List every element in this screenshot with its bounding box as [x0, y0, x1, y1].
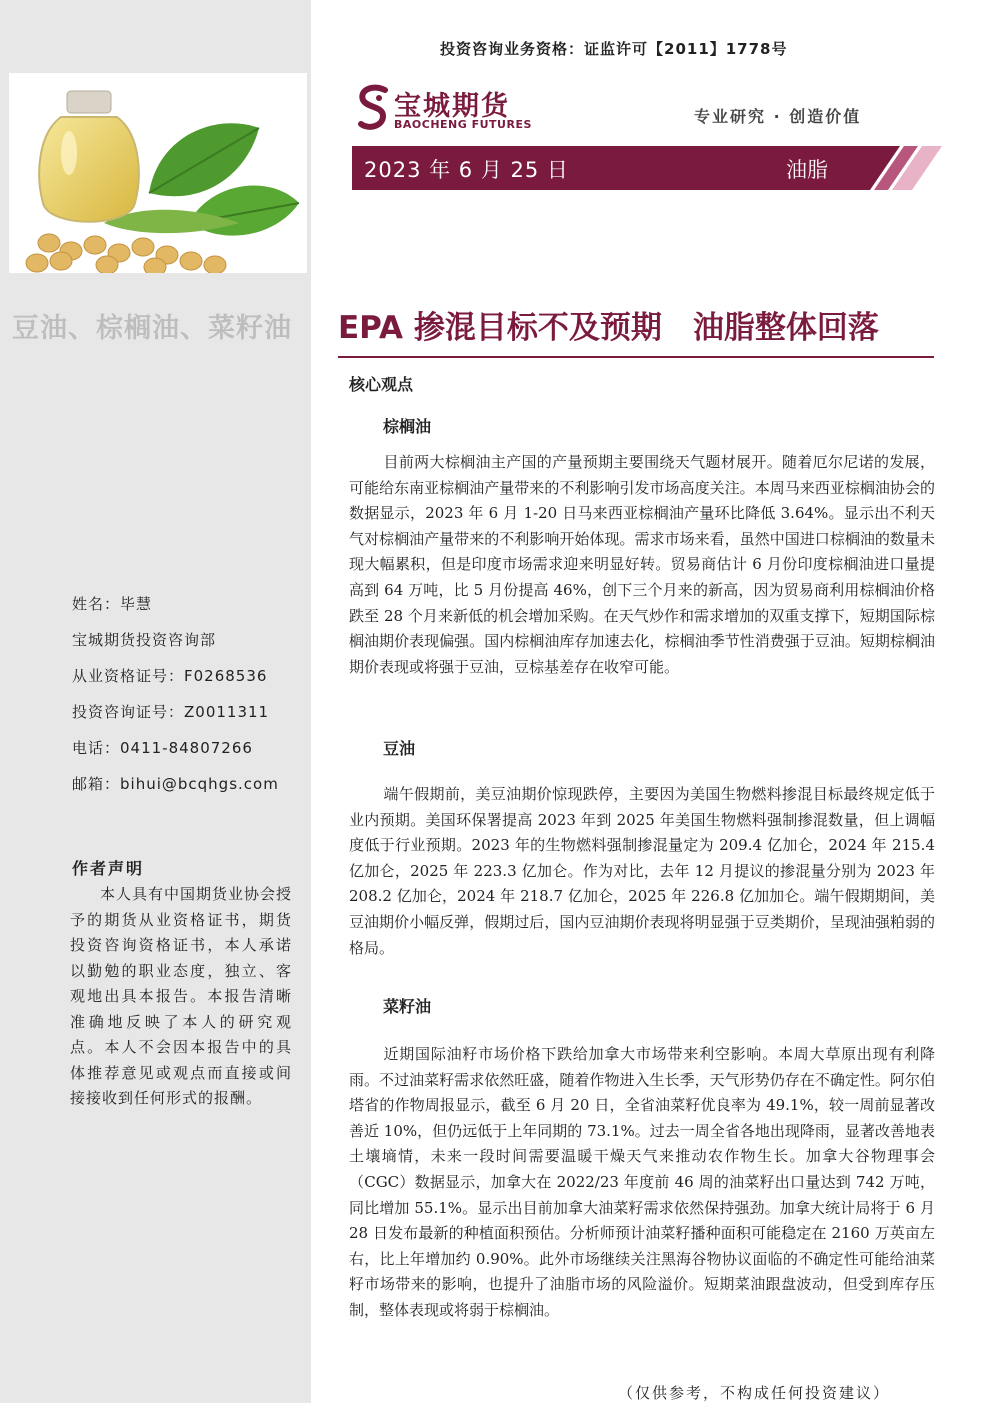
analyst-department: 宝城期货投资咨询部: [72, 631, 217, 649]
company-slogan: 专业研究 · 创造价值: [694, 107, 862, 126]
license-line: 投资咨询业务资格：证监许可【2011】1778号: [440, 40, 788, 58]
email-address: 邮箱：bihui@bcqhgs.com: [72, 775, 279, 793]
title-divider: [338, 356, 934, 358]
phone-number: 电话：0411-84807266: [72, 739, 253, 757]
section-text-palm-oil: 目前两大棕榈油主产国的产量预期主要围绕天气题材展开。随着厄尔尼诺的发展，可能给东南亚棕榈油产量带来的不利影响引发市场高度关注。本周马来西亚棕榈油协会的数据显示，2023 年 6 月 1-20 日马来西亚棕榈油产量环比降低 3.64%。显示出不利天气对棕榈油产量带来的不利影响开始体现。需求市场来看，虽然中国进口棕榈油的数量未现大幅累积，但是印度市场需求迎来明显好转。贸易商估计 6 月份印度棕榈油进口量提高到 64 万吨，比 5 月份提高 46%，创下三个月来的新高，因为贸易商利用棕榈油价格跌至 28 个月来新低的机会增加采购。在天气炒作和需求增加的双重支撑下，短期国际棕榈油期价表现偏强。国内棕榈油库存加速去化，棕榈油季节性消费强于豆油。短期棕榈油期价表现或将强于豆油，豆棕基差存在收窄可能。: [349, 453, 935, 676]
sidebar-commodity-title: 豆油、棕榈油、菜籽油: [12, 313, 292, 344]
section-text-soybean-oil: 端午假期前，美豆油期价惊现跌停，主要因为美国生物燃料掺混目标最终规定低于业内预期。美国环保署提高 2023 年到 2025 年美国生物燃料强制掺混数量，但上调幅度低于行业预期。2023 年的生物燃料强制掺混量定为 209.4 亿加仑，2024 年 215.4 亿加仑，2025 年 223.3 亿加仑。作为对比，去年 12 月提议的掺混量分别为 2023 年 208.2 亿加仑，2024 年 218.7 亿加仑，2025 年 226.8 亿加加仑。端午假期期间，美豆油期价小幅反弹，假期过后，国内豆油期价表现将明显强于豆类期价，呈现油强粕弱的格局。: [349, 785, 935, 957]
report-category: 油脂: [786, 158, 828, 182]
declaration-text: 本人具有中国期货业协会授予的期货从业资格证书，期货投资咨询资格证书，本人承诺以勤勉的职业态度，独立、客观地出具本报告。本报告清晰准确地反映了本人的研究观点。本人不会因本报告中的具体推荐意见或观点而直接或间接接收到任何形式的报酬。: [70, 885, 293, 1107]
section-heading-soybean-oil: 豆油: [383, 739, 416, 758]
section-text-rapeseed-oil: 近期国际油籽市场价格下跌给加拿大市场带来利空影响。本周大草原出现有利降雨。不过油菜籽需求依然旺盛，随着作物进入生长季，天气形势仍存在不确定性。阿尔伯塔省的作物周报显示，截至 6 月 20 日，全省油菜籽优良率为 49.1%，较一周前显著改善近 10%，但仍远低于上年同期的 73.1%。过去一周全省各地出现降雨，显著改善地表土壤墒情，未来一段时间需要温暖干燥天气来推动农作物生长。加拿大谷物理事会（CGC）数据显示，加拿大在 2022/23 年度前 46 周的油菜籽出口量达到 742 万吨，同比增加 55.1%。显示出目前加拿大油菜籽需求依然保持强劲。加拿大统计局将于 6 月 28 日发布最新的种植面积预估。分析师预计油菜籽播种面积可能稳定在 2160 万英亩左右，比上年增加约 0.90%。此外市场继续关注黑海谷物协议面临的不确定性可能给油菜籽市场带来的影响，也提升了油脂市场的风险溢价。短期菜油跟盘波动，但受到库存压制，整体表现或将弱于棕榈油。: [349, 1045, 935, 1319]
oil-jar-soybean-photo: [9, 73, 307, 273]
report-title: EPA 掺混目标不及预期 油脂整体回落: [338, 310, 879, 346]
analyst-contact: [72, 586, 279, 802]
disclaimer-footer: （仅供参考，不构成任何投资建议）: [618, 1384, 891, 1402]
qualification-number: 从业资格证号：F0268536: [72, 667, 268, 685]
report-date: 2023 年 6 月 25 日: [364, 158, 569, 182]
consulting-number: 投资咨询证号：Z0011311: [72, 703, 270, 721]
section-heading-rapeseed-oil: 菜籽油: [383, 997, 432, 1016]
declaration-title: 作者声明: [72, 859, 145, 878]
core-view-label: 核心观点: [349, 375, 414, 394]
analyst-name: 姓名：毕慧: [72, 595, 153, 613]
section-heading-palm-oil: 棕榈油: [383, 417, 432, 436]
baocheng-logo-icon: [355, 84, 391, 132]
logo-chinese-name: 宝城期货: [394, 91, 510, 122]
logo-english-name: BAOCHENG FUTURES: [394, 118, 532, 131]
sidebar: [0, 0, 311, 1403]
